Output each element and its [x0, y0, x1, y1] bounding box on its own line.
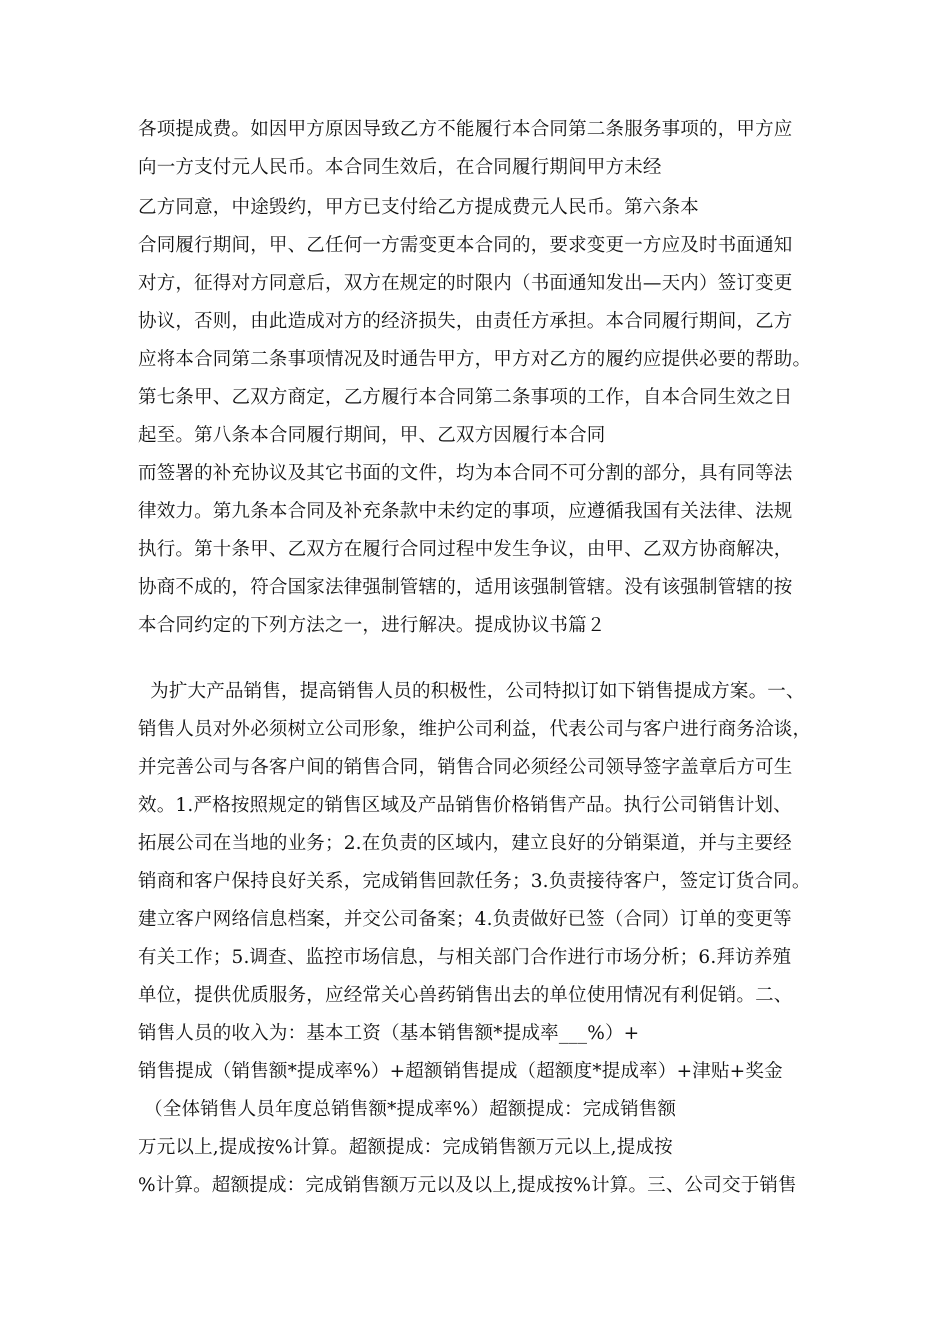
- text-line: 万元以上,提成按%计算。超额提成：完成销售额万元以上,提成按: [138, 1137, 673, 1158]
- text-line: 并完善公司与各客户间的销售合同，销售合同必须经公司领导签字盖章后方可生: [138, 757, 793, 778]
- text-line: 协议，否则，由此造成对方的经济损失，由责任方承担。本合同履行期间，乙方: [138, 311, 793, 332]
- text-line: 应将本合同第二条事项情况及时通告甲方，甲方对乙方的履约应提供必要的帮助。: [138, 349, 812, 370]
- text-line: 建立客户网络信息档案，并交公司备案；4.负责做好已签（合同）订单的变更等: [138, 909, 792, 930]
- text-line: 销售人员的收入为：基本工资（基本销售额*提成率___%）+: [138, 1023, 640, 1044]
- text-line: 本合同约定的下列方法之一，进行解决。提成协议书篇２: [138, 615, 606, 636]
- text-line: %计算。超额提成：完成销售额万元以及以上,提成按%计算。三、公司交于销售: [138, 1175, 797, 1196]
- text-line: 单位，提供优质服务，应经常关心兽药销售出去的单位使用情况有利促销。二、: [138, 985, 793, 1006]
- text-line: 第七条甲、乙双方商定，乙方履行本合同第二条事项的工作，自本合同生效之日: [138, 387, 793, 408]
- text-line: 律效力。第九条本合同及补充条款中未约定的事项，应遵循我国有关法律、法规: [138, 501, 793, 522]
- text-line: 各项提成费。如因甲方原因导致乙方不能履行本合同第二条服务事项的，甲方应: [138, 119, 793, 140]
- text-line: 向一方支付元人民币。本合同生效后，在合同履行期间甲方未经: [138, 157, 662, 178]
- text-line: 效。1.严格按照规定的销售区域及产品销售价格销售产品。执行公司销售计划、: [138, 795, 792, 816]
- text-line: 为扩大产品销售，提高销售人员的积极性，公司特拟订如下销售提成方案。一、: [138, 681, 805, 702]
- text-line: 执行。第十条甲、乙双方在履行合同过程中发生争议，由甲、乙双方协商解决，: [138, 539, 793, 560]
- text-line: （全体销售人员年度总销售额*提成率%）超额提成：完成销售额: [138, 1099, 677, 1120]
- text-line: 协商不成的，符合国家法律强制管辖的，适用该强制管辖。没有该强制管辖的按: [138, 577, 793, 598]
- text-line: 对方，征得对方同意后，双方在规定的时限内（书面通知发出—天内）签订变更: [138, 273, 793, 294]
- text-line: 销商和客户保持良好关系，完成销售回款任务；3.负责接待客户，签定订货合同。: [138, 871, 811, 892]
- text-line: 销售提成（销售额*提成率%）+超额销售提成（超额度*提成率）+津贴+奖金: [138, 1061, 783, 1082]
- text-line: 合同履行期间，甲、乙任何一方需变更本合同的，要求变更一方应及时书面通知: [138, 235, 793, 256]
- text-line: 而签署的补充协议及其它书面的文件，均为本合同不可分割的部分，具有同等法: [138, 463, 793, 484]
- text-line: 乙方同意，中途毁约，甲方已支付给乙方提成费元人民币。第六条本: [138, 197, 700, 218]
- text-line: 起至。第八条本合同履行期间，甲、乙双方因履行本合同: [138, 425, 606, 446]
- text-line: 拓展公司在当地的业务；2.在负责的区域内，建立良好的分销渠道，并与主要经: [138, 833, 792, 854]
- text-line: 销售人员对外必须树立公司形象，维护公司利益，代表公司与客户进行商务洽谈，: [138, 719, 812, 740]
- text-line: 有关工作；5.调查、监控市场信息，与相关部门合作进行市场分析；6.拜访养殖: [138, 947, 792, 968]
